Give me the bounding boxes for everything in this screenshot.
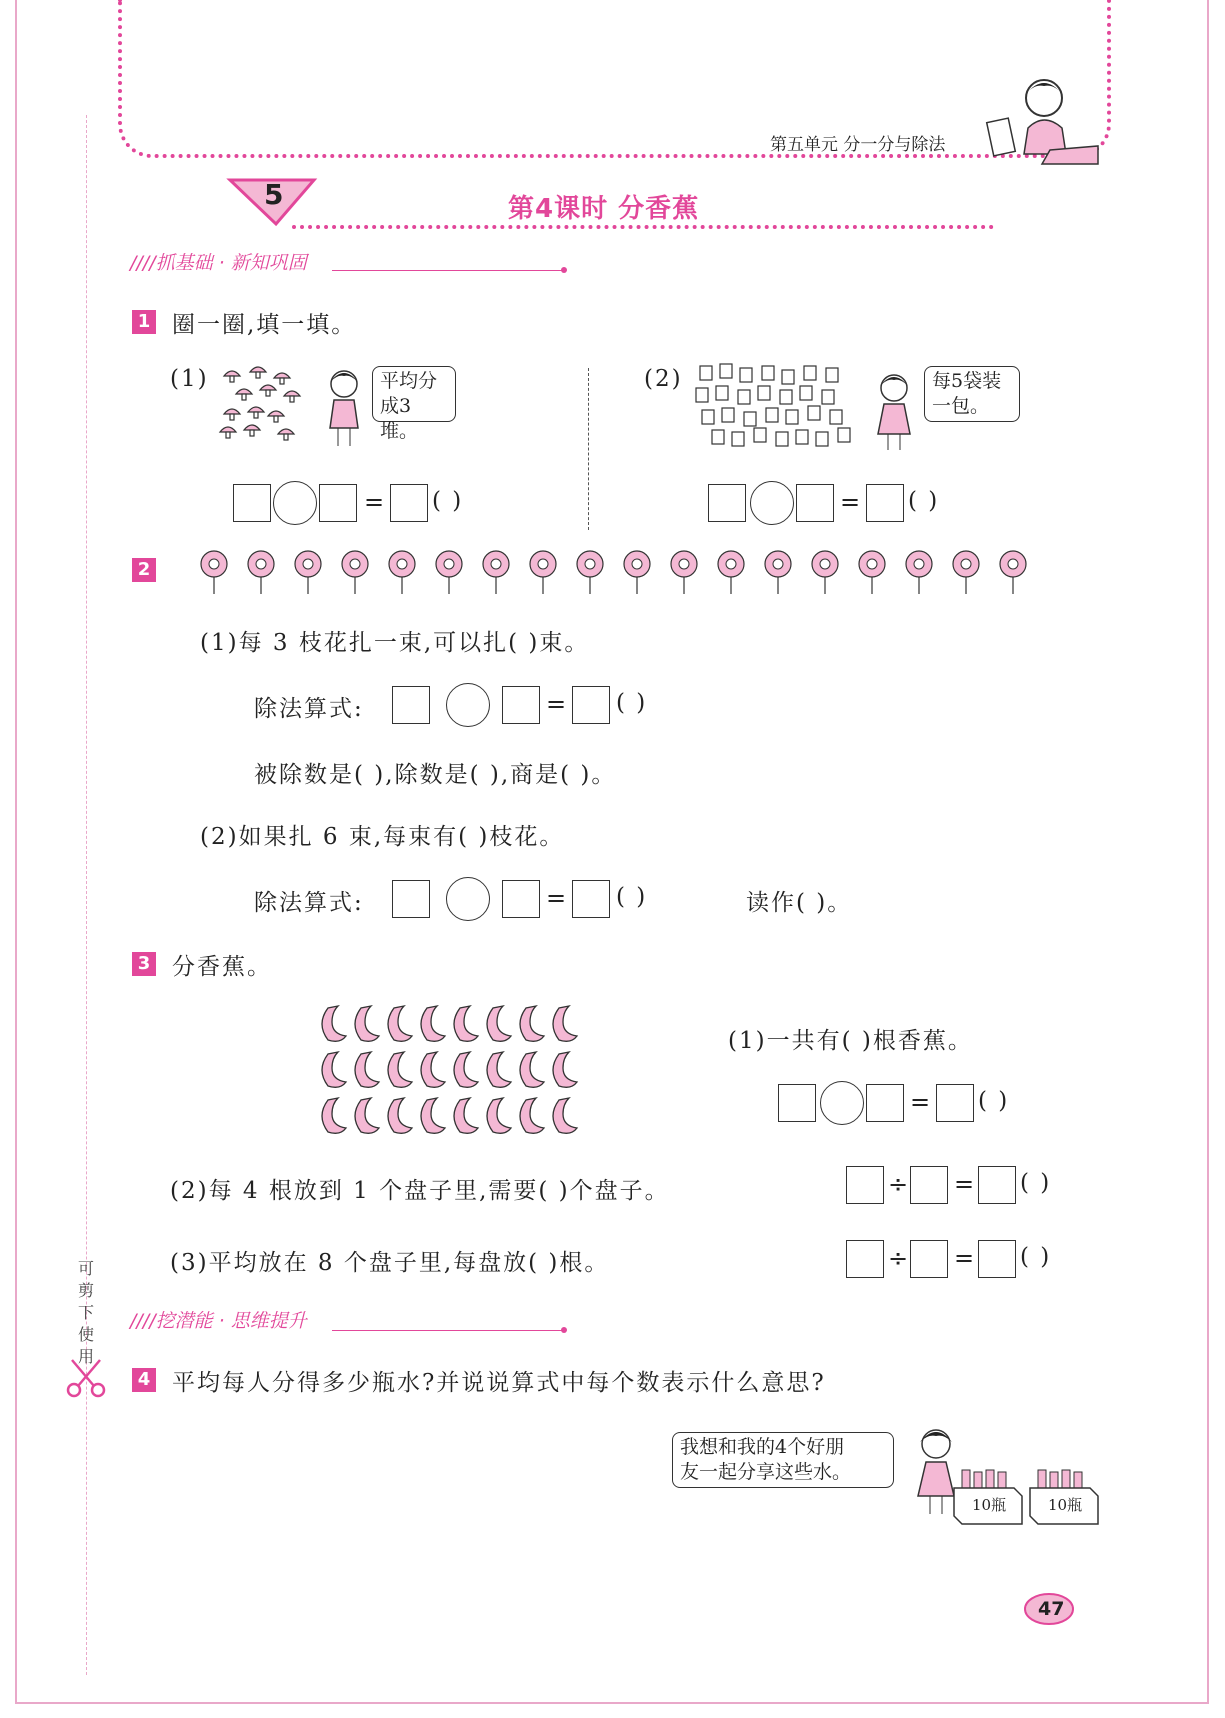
q2-equation-prefix: 除法算式: <box>254 696 364 722</box>
answer-box[interactable] <box>978 1166 1016 1204</box>
section-label-basics: ////抓基础 · 新知巩固 <box>130 252 307 274</box>
title-dotted-rule <box>292 225 994 229</box>
bubble-line: 成3堆。 <box>380 395 419 442</box>
answer-box[interactable] <box>572 880 610 918</box>
q2-line1: (1)每 3 枝花扎一束,可以扎( )束。 <box>200 630 590 656</box>
answer-box[interactable] <box>846 1240 884 1278</box>
answer-box[interactable] <box>392 880 430 918</box>
answer-box[interactable] <box>910 1240 948 1278</box>
lesson-title: 第4课时 分香蕉 <box>508 194 700 224</box>
q2-read-as: 读作( )。 <box>746 890 853 916</box>
operator-circle[interactable] <box>820 1081 864 1125</box>
lesson-number: 5 <box>264 178 284 211</box>
operator-circle[interactable] <box>446 877 490 921</box>
answer-box[interactable] <box>708 484 746 522</box>
mushrooms-illustration <box>222 366 312 446</box>
cut-line <box>86 115 87 1675</box>
unit-blank: ( ) <box>616 690 648 716</box>
unit-blank: ( ) <box>1020 1170 1052 1196</box>
answer-box[interactable] <box>392 686 430 724</box>
operator-circle[interactable] <box>446 683 490 727</box>
answer-box[interactable] <box>319 484 357 522</box>
equals-sign: = <box>954 1170 975 1198</box>
cut-text: 可剪下使用 <box>77 1259 94 1366</box>
section-dot <box>561 1327 567 1333</box>
answer-box[interactable] <box>978 1240 1016 1278</box>
equals-sign: = <box>840 488 861 516</box>
q4-prompt: 平均每人分得多少瓶水?并说说算式中每个数表示什么意思? <box>172 1370 826 1396</box>
answer-box[interactable] <box>866 484 904 522</box>
answer-box[interactable] <box>233 484 271 522</box>
operator-circle[interactable] <box>273 481 317 525</box>
flowers-illustration <box>196 550 1040 596</box>
q3-part3: (3)平均放在 8 个盘子里,每盘放( )根。 <box>170 1250 610 1276</box>
answer-box[interactable] <box>866 1084 904 1122</box>
bubble-line: 友一起分享这些水。 <box>680 1461 852 1483</box>
unit-blank: ( ) <box>978 1088 1010 1114</box>
answer-box[interactable] <box>502 880 540 918</box>
question-number-4: 4 <box>132 1368 156 1392</box>
equals-sign: = <box>546 884 567 912</box>
bubble-line: 一包。 <box>932 395 990 417</box>
column-divider <box>588 368 589 530</box>
answer-box[interactable] <box>910 1166 948 1204</box>
operator-circle[interactable] <box>750 481 794 525</box>
q1-prompt: 圈一圈,填一填。 <box>172 312 357 338</box>
speech-bubble-q4 <box>672 1432 894 1488</box>
section-underline <box>332 1330 564 1331</box>
girl-writing-illustration <box>990 72 1100 164</box>
speech-bubble-q1-1 <box>372 366 456 442</box>
page-number: 47 <box>1038 1598 1065 1620</box>
q1-part2-label: (2) <box>644 366 683 392</box>
snack-bags-illustration <box>692 362 860 452</box>
equals-sign: = <box>546 690 567 718</box>
question-number-3: 3 <box>132 952 156 976</box>
equals-sign: = <box>954 1244 975 1272</box>
section-label-advanced: ////挖潜能 · 思维提升 <box>130 1310 307 1332</box>
equals-sign: = <box>364 488 385 516</box>
speech-bubble-q1-2 <box>924 366 1020 422</box>
q2-line4: (2)如果扎 6 束,每束有( )枝花。 <box>200 824 565 850</box>
unit-blank: ( ) <box>432 488 464 514</box>
unit-title: 第五单元 分一分与除法 <box>770 135 946 155</box>
crate-label: 10瓶 <box>1048 1496 1083 1514</box>
crate-label: 10瓶 <box>972 1496 1007 1514</box>
section-underline <box>332 270 564 271</box>
bubble-line: 每5袋装 <box>932 370 1002 392</box>
answer-box[interactable] <box>796 484 834 522</box>
divide-sign: ÷ <box>888 1244 909 1272</box>
girl-illustration <box>320 368 370 452</box>
answer-box[interactable] <box>390 484 428 522</box>
girl-illustration <box>872 372 918 456</box>
q2-line3: 被除数是( ),除数是( ),商是( )。 <box>254 762 617 788</box>
unit-blank: ( ) <box>616 884 648 910</box>
equals-sign: = <box>910 1088 931 1116</box>
q1-part1-label: (1) <box>170 366 209 392</box>
section-dot <box>561 267 567 273</box>
answer-box[interactable] <box>846 1166 884 1204</box>
bananas-illustration <box>318 1004 578 1136</box>
answer-box[interactable] <box>936 1084 974 1122</box>
header-dotted-box <box>118 0 1111 158</box>
q3-part2: (2)每 4 根放到 1 个盘子里,需要( )个盘子。 <box>170 1178 670 1204</box>
unit-blank: ( ) <box>908 488 940 514</box>
scissors-icon <box>66 1358 106 1398</box>
divide-sign: ÷ <box>888 1170 909 1198</box>
answer-box[interactable] <box>778 1084 816 1122</box>
answer-box[interactable] <box>572 686 610 724</box>
unit-blank: ( ) <box>1020 1244 1052 1270</box>
bubble-line: 我想和我的4个好朋 <box>680 1436 845 1458</box>
bubble-line: 平均分 <box>380 370 438 392</box>
question-number-2: 2 <box>132 558 156 582</box>
answer-box[interactable] <box>502 686 540 724</box>
question-number-1: 1 <box>132 310 156 334</box>
q3-prompt: 分香蕉。 <box>172 954 272 980</box>
q2-equation-prefix: 除法算式: <box>254 890 364 916</box>
q3-part1: (1)一共有( )根香蕉。 <box>728 1028 973 1054</box>
